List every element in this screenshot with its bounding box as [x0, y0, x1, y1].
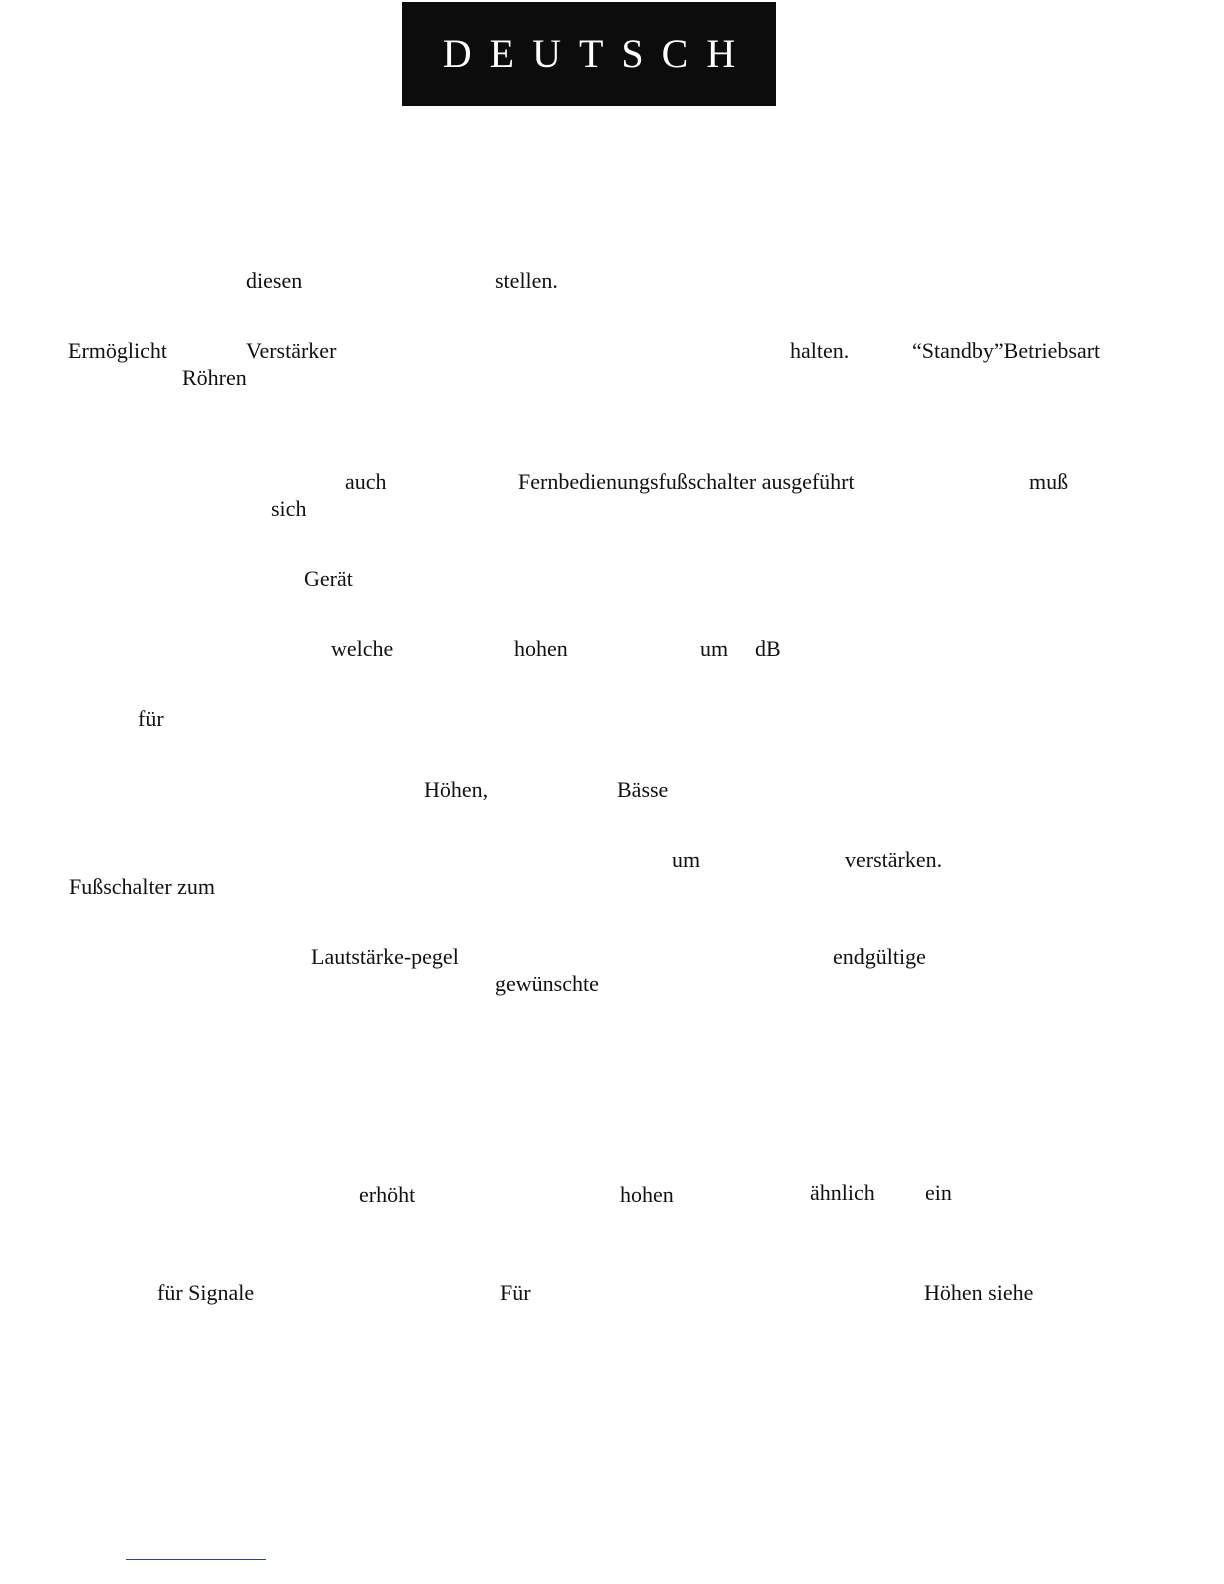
text-fragment: endgültige	[833, 944, 926, 969]
text-fragment: erhöht	[359, 1182, 416, 1207]
text-fragment: verstärken.	[845, 847, 943, 872]
text-fragment: ähnlich	[810, 1180, 875, 1205]
text-fragment: Gerät	[304, 566, 353, 591]
text-fragment: für Signale	[157, 1280, 255, 1305]
text-fragment: Höhen,	[424, 777, 489, 802]
text-fragment: gewünschte	[495, 971, 599, 996]
language-header-title: DEUTSCH	[442, 31, 754, 76]
text-fragment: halten.	[790, 338, 850, 363]
text-fragment: hohen	[620, 1182, 674, 1207]
text-fragment: um	[700, 636, 729, 661]
text-fragment: auch	[345, 469, 387, 494]
text-fragment: dB	[755, 636, 781, 661]
text-fragment: Höhen siehe	[924, 1280, 1034, 1305]
text-fragment: stellen.	[495, 268, 558, 293]
text-fragment: sich	[271, 496, 307, 521]
language-header-box	[402, 2, 776, 106]
text-fragment: Röhren	[182, 365, 247, 390]
footer-rule	[126, 1559, 266, 1560]
text-fragment: muß	[1029, 469, 1069, 494]
text-fragment: Ermöglicht	[68, 338, 167, 363]
text-fragment: “Standby”Betriebsart	[912, 338, 1101, 363]
text-fragment: Für	[500, 1280, 531, 1305]
text-fragment: welche	[331, 636, 394, 661]
text-fragment: hohen	[514, 636, 568, 661]
text-fragment: Lautstärke-pegel	[311, 944, 459, 969]
text-fragment: Bässe	[617, 777, 669, 802]
text-fragment: für	[138, 706, 164, 731]
text-fragment: diesen	[246, 268, 303, 293]
text-fragment: Fernbedienungsfußschalter ausgeführt	[518, 469, 855, 494]
text-fragment: Fußschalter zum	[69, 874, 216, 899]
text-fragment: Verstärker	[246, 338, 337, 363]
text-fragment: ein	[925, 1180, 952, 1205]
text-fragment: um	[672, 847, 701, 872]
